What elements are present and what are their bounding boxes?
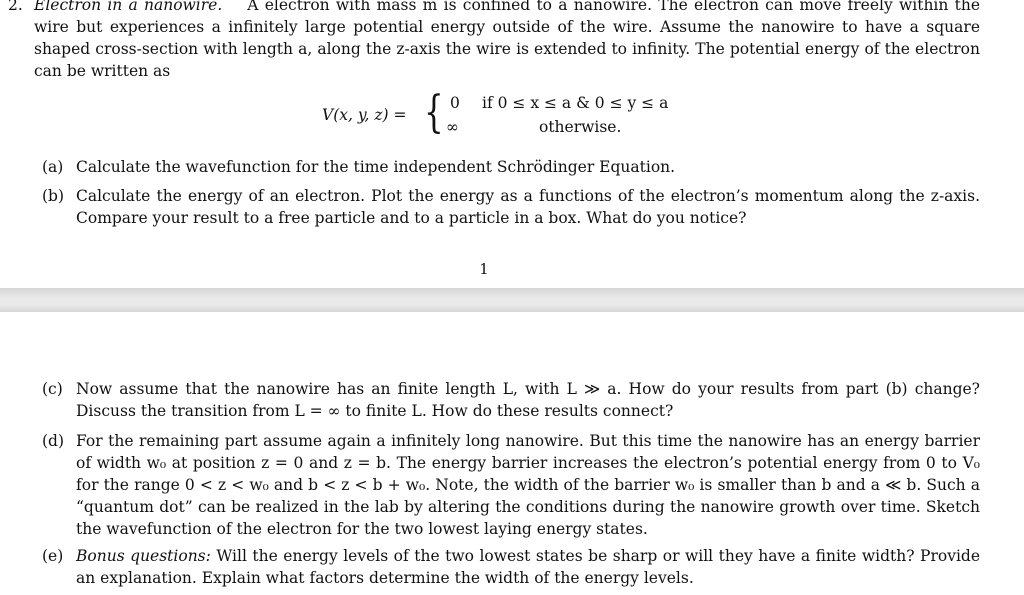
part-b-label: (b) [42,187,65,205]
part-e-text: Will the energy levels of the two lowest states be sharp or will they have a finite width? Provide an explanation. Explain what factors determine the width of the energy levels. [76,547,981,587]
part-c-text: Now assume that the nanowire has an finite length L, with L ≫ a. How do your results from part (b) change? Discuss the transition from L = ∞ to finite L. How do these results connect? [76,380,980,420]
part-d-label: (d) [42,432,65,450]
part-a-label: (a) [42,158,64,176]
potential-equation [322,87,742,142]
part-e-bonus-label: Bonus questions: [76,547,211,565]
equation-lhs: V(x, y, z) = [322,106,407,124]
case1-condition: if 0 ≤ x ≤ a & 0 ≤ y ≤ a [482,94,669,112]
problem-title: Electron in a nanowire. [34,0,223,14]
page-separator [0,288,1024,312]
case1-value: 0 [450,94,460,112]
page-2 [0,312,1024,595]
page-1 [0,0,1024,288]
part-d [42,430,980,540]
part-b-text: Calculate the energy of an electron. Plot the energy as a functions of the electron’s momentum along the z-axis. Compare your result to a free particle and to a particle in a box. What do you notice? [76,187,980,227]
part-c [42,378,980,422]
problem-intro-text: A electron with mass m is confined to a nanowire. The electron can move freely within the wire but experiences a infinitely large potential energy outside of the wire. Assume the nanowire to have a square shaped cross-section with length a, along the z-axis the wire is extended to infinity. The potential energy of the electron can be written as [34,0,981,80]
case2-value: ∞ [446,118,459,136]
problem-intro [8,0,981,82]
part-d-text: For the remaining part assume again a infinitely long nanowire. But this time the nanowire has an energy barrier of width w₀ at position z = 0 and z = b. The energy barrier increases the electron’s potential energy from 0 to V₀ for the range 0 < z < w₀ and b < z < b + w₀. Note, the width of the barrier w₀ is smaller than b and a ≪ b. Such a “quantum dot” can be realized in the lab by altering the conditions during the nanowire growth over time. Sketch the wavefunction of the electron for the two lowest laying energy states. [76,432,980,538]
part-e [42,545,981,589]
page-number: 1 [479,260,489,278]
part-a [42,156,980,178]
part-e-label: (e) [42,547,64,565]
part-c-label: (c) [42,380,63,398]
part-a-text: Calculate the wavefunction for the time independent Schrödinger Equation. [76,158,676,176]
brace-icon: { [424,87,444,138]
case2-condition: otherwise. [539,118,622,136]
part-b [42,185,980,229]
problem-number: 2. [8,0,23,14]
